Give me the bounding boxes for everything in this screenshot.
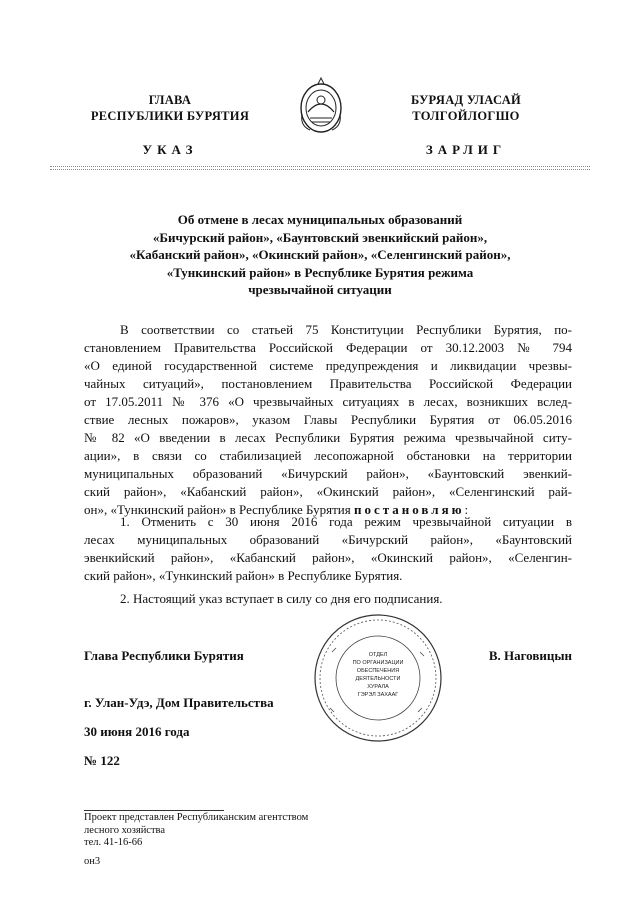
header-right-line1: БУРЯАД УЛАСАЙ	[410, 93, 522, 107]
item-1-paragraph	[84, 513, 572, 585]
item1-line: эвенкийский район», «Кабанский район», «Окинский район», «Селенгин-	[84, 550, 572, 565]
item1-line: лесах муниципальных образований «Бичурский район», «Баунтовский	[84, 532, 572, 547]
doc-type-left: УКАЗ	[142, 142, 198, 157]
decree-number: № 122	[84, 753, 120, 768]
preamble-line: муниципальных образований «Бичурский район», «Баунтовский эвенкий-	[84, 466, 572, 481]
decree-colon: :	[464, 502, 469, 517]
title-line: чрезвычайной ситуации	[248, 282, 392, 297]
header-left-line2: РЕСПУБЛИКИ БУРЯТИЯ	[90, 109, 250, 123]
header-left-line1: ГЛАВА	[148, 93, 192, 107]
preamble-line: «О единой государственной системе предупреждения и ликвидации чрезвы-	[84, 358, 572, 373]
preamble-paragraph	[84, 321, 572, 519]
footnote-line: тел. 41-16-66	[84, 837, 143, 848]
preamble-line: ации», в связи со стабилизацией лесопожарной обстановки на территории	[84, 448, 572, 463]
title-line: «Тункинский район» в Республике Бурятия режима	[166, 264, 474, 280]
decree-word: постановляю	[353, 502, 465, 517]
title-line: «Бичурский район», «Баунтовский эвенкийский район»,	[152, 229, 488, 245]
preamble-line: от 17.05.2011 № 376 «О чрезвычайных ситуациях в лесах, возникших вслед-	[84, 394, 572, 409]
signatory-name: В. Наговицын	[488, 648, 572, 663]
stamp-text-line: ХУРАЛА	[367, 684, 389, 690]
coat-of-arms-emblem	[298, 74, 344, 136]
title-line: Об отмене в лесах муниципальных образований	[177, 212, 463, 227]
signatory-position: Глава Республики Бурятия	[84, 648, 244, 663]
title-line: «Кабанский район», «Окинский район», «Селенгинский район»,	[129, 247, 511, 262]
header-divider-2	[50, 169, 590, 170]
issue-place: г. Улан-Удэ, Дом Правительства	[84, 695, 274, 710]
decree-title	[60, 211, 580, 299]
item-2-paragraph	[84, 590, 572, 608]
header-right-line2: ТОЛГОЙЛОГШО	[412, 109, 520, 123]
preamble-line: № 82 «О введении в лесах Республики Бурятия режима чрезвычайной ситу-	[84, 430, 572, 445]
preamble-line: чайных ситуаций», постановлением Правительства Российской Федерации	[84, 376, 572, 391]
preamble-last-text: он», «Тункинский район» в Республике Бурятия	[84, 502, 351, 517]
stamp-text-line: ДЕЯТЕЛЬНОСТИ	[355, 676, 401, 682]
footnote-code: он3	[84, 855, 101, 867]
stamp-text-line: ОТДЕЛ	[368, 652, 388, 658]
item2-line: 2. Настоящий указ вступает в силу со дня его подписания.	[120, 591, 443, 606]
footnote	[84, 812, 308, 868]
preamble-line: ский район», «Кабанский район», «Окинский район», «Селенгинский рай-	[84, 484, 572, 499]
item1-line: ский район», «Тункинский район» в Республике Бурятия.	[84, 568, 403, 583]
header-right	[382, 92, 550, 124]
stamp-text-line: ОБЕСПЕЧЕНИЯ	[356, 668, 400, 674]
footnote-rule	[84, 810, 224, 811]
item1-line: 1. Отменить с 30 июня 2016 года режим чрезвычайной ситуации в	[120, 514, 572, 529]
preamble-line: становлением Правительства Российской Федерации от 30.12.2003 № 794	[84, 340, 572, 355]
preamble-line: В соответствии со статьей 75 Конституции Республики Бурятия, по-	[120, 322, 572, 337]
doc-type-right: ЗАРЛИГ	[425, 142, 507, 157]
header-left	[90, 92, 250, 124]
footnote-line: Проект представлен Республиканским агентством	[84, 812, 309, 823]
footnote-line: лесного хозяйства	[84, 824, 166, 836]
header-divider	[50, 166, 590, 167]
issue-date: 30 июня 2016 года	[84, 724, 190, 739]
official-seal-stamp	[312, 612, 444, 744]
stamp-text-line: ПО ОРГАНИЗАЦИИ	[352, 660, 404, 666]
preamble-line: ствие лесных пожаров», указом Главы Республики Бурятия от 06.05.2016	[84, 412, 572, 427]
stamp-text-line: ГЭРЭЛ ЗАХААГ	[357, 692, 399, 698]
